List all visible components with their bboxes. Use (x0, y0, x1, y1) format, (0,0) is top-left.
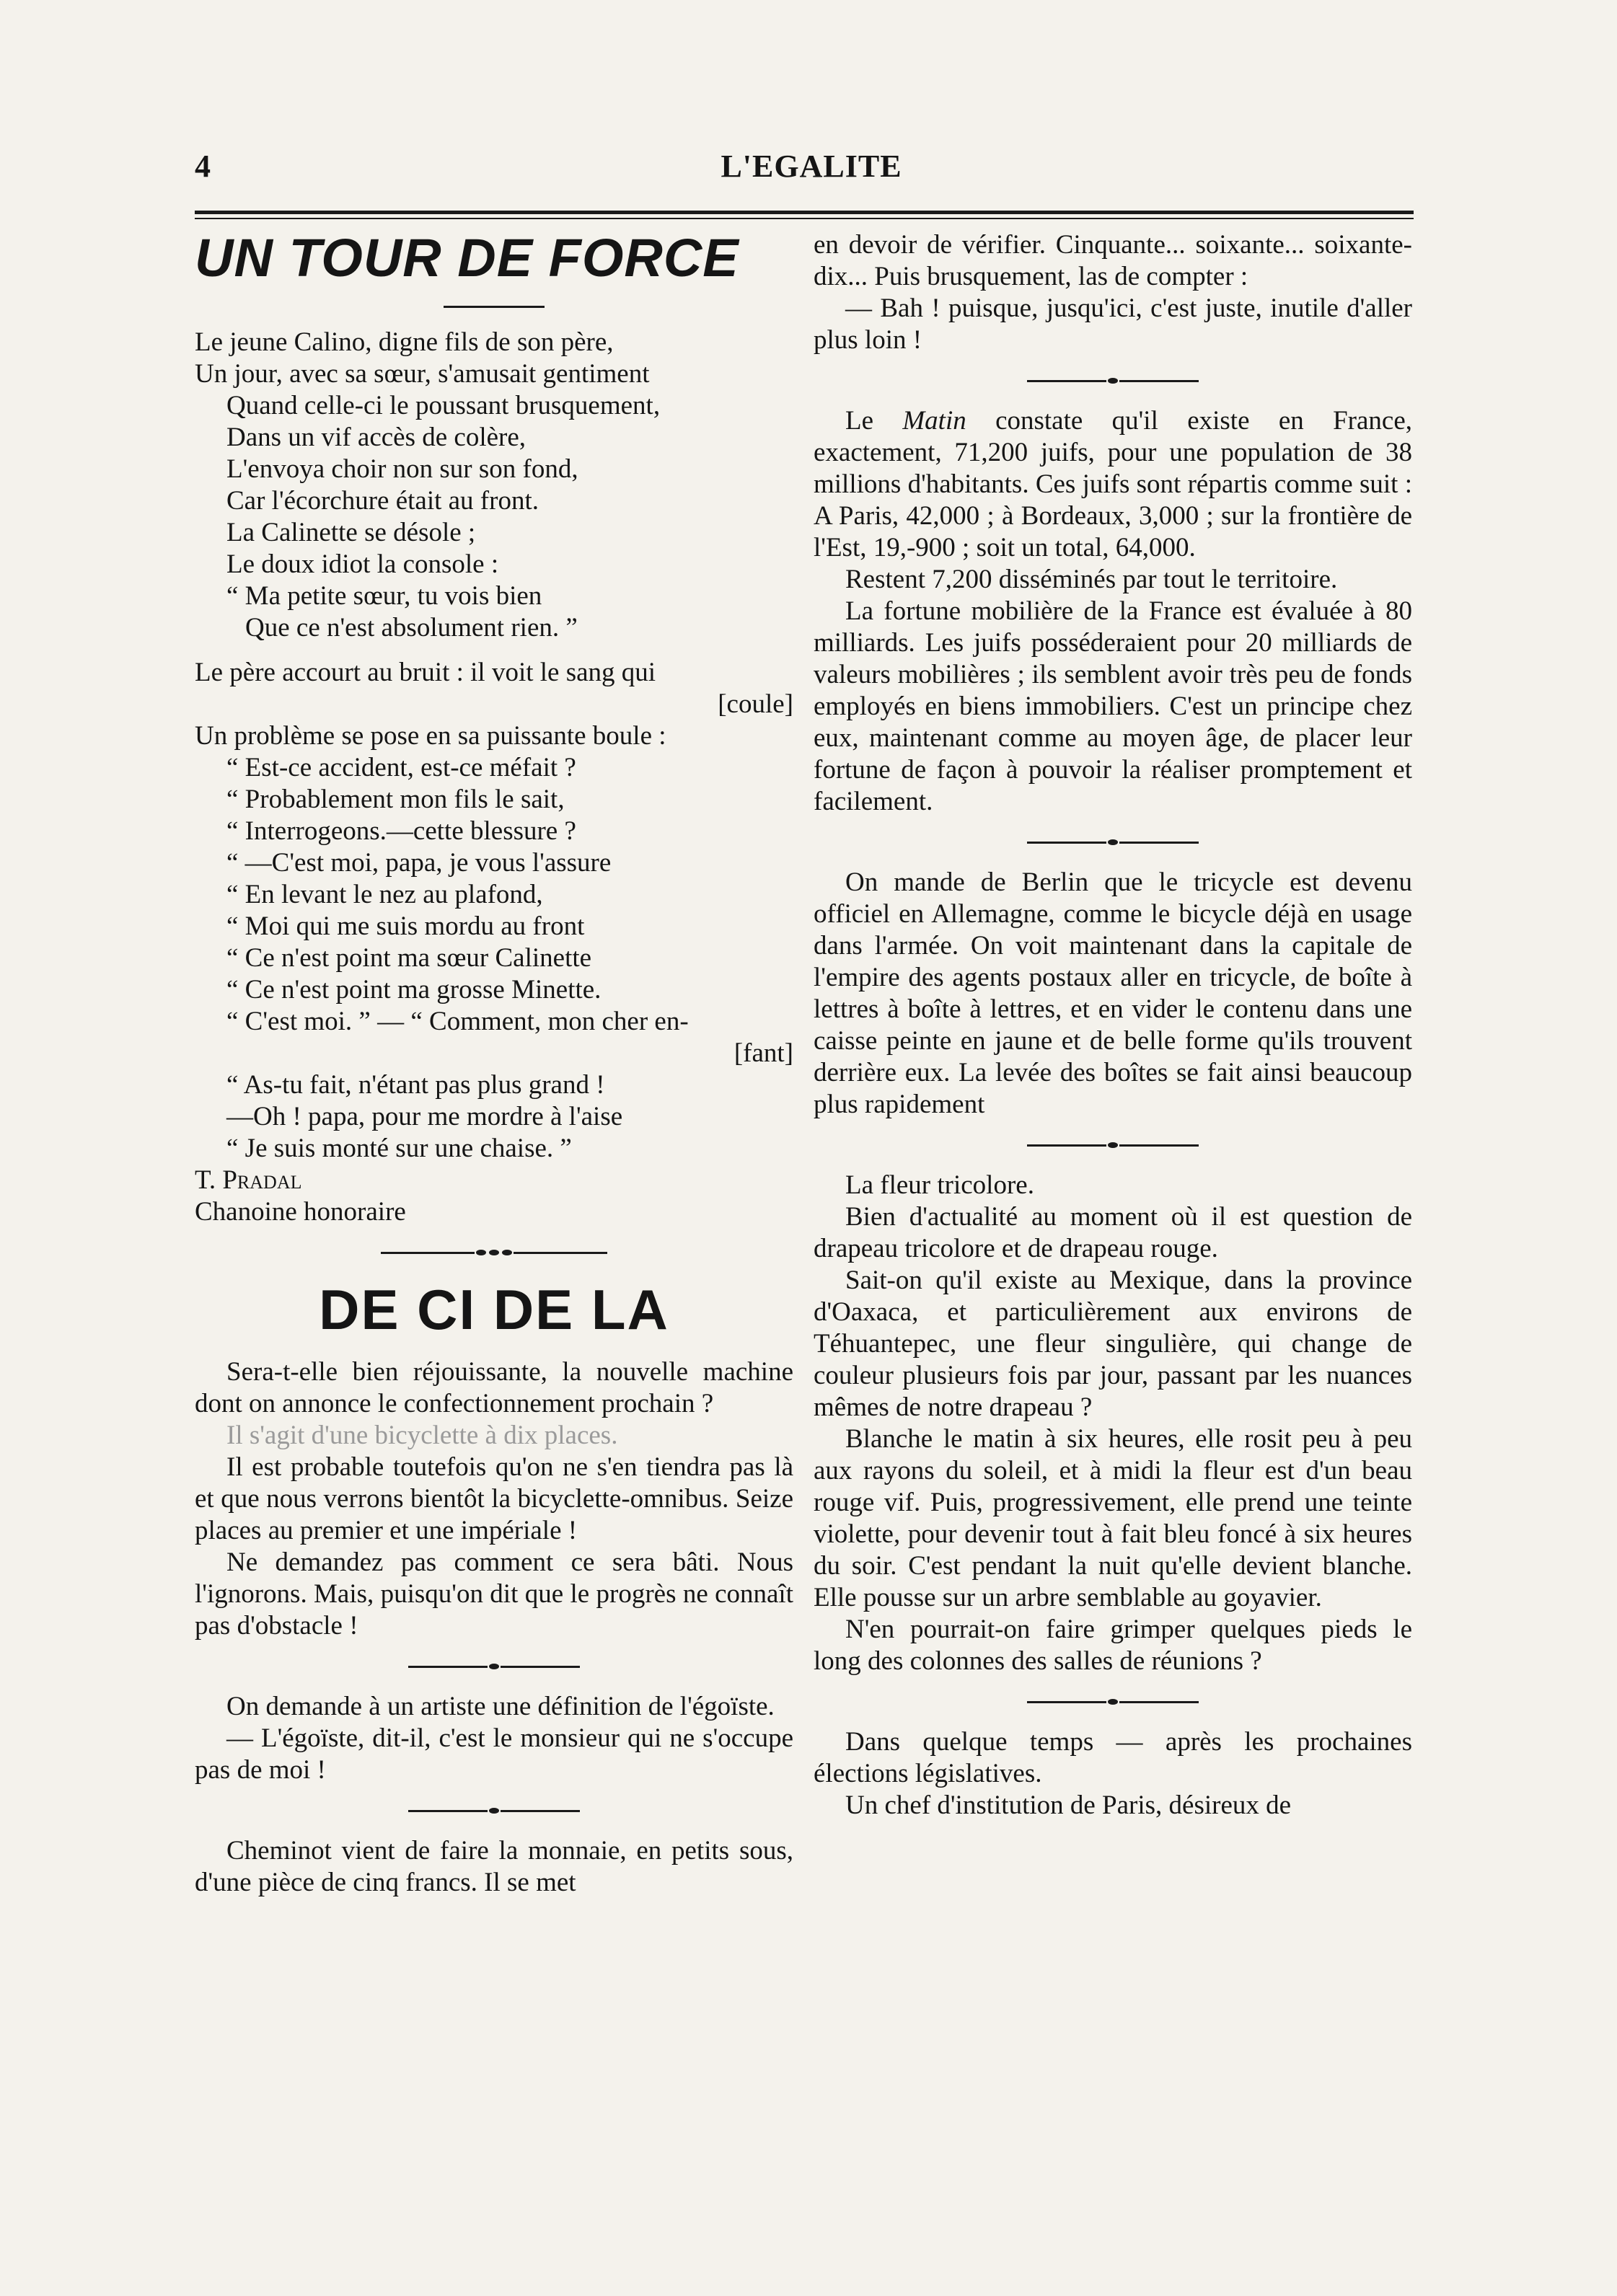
paragraph: Un chef d'institution de Paris, désireux de (845, 1791, 1292, 1820)
article-fleur-tricolore (814, 1170, 1412, 1677)
poem-signature-title: Chanoine honoraire (195, 1197, 406, 1227)
paragraph: La fleur tricolore. (845, 1170, 1034, 1200)
poem-line: “ Interrogeons.—cette blessure ? (226, 816, 576, 846)
poem-line: “ C'est moi. ” — “ Comment, mon cher en- (226, 1007, 689, 1036)
article-bicyclette (195, 1356, 793, 1642)
poem-line-tail: [coule] (718, 689, 793, 719)
poem-line: “ As-tu fait, n'étant pas plus grand ! (226, 1070, 605, 1100)
poem-line: “ —C'est moi, papa, je vous l'assure (226, 848, 612, 878)
paragraph: La fortune mobilière de la France est évaluée à 80 milliards. Les juifs posséderaient pour 20 milliards de valeurs mobilières ; ils semblent avoir très peu de fonds employés en biens immobiliers. C'est un principe chez eux, maintenant comme au moyen âge, de placer leur fortune de façon à pouvoir la réaliser promptement et facilement. (814, 596, 1412, 816)
article-divider (814, 1142, 1412, 1148)
article-divider (814, 1699, 1412, 1705)
journal-title: L'EGALITE (721, 149, 902, 184)
paragraph: N'en pourrait-on faire grimper quelques pieds le long des colonnes des salles de réunions ? (814, 1615, 1412, 1676)
article-elections (814, 1726, 1412, 1822)
poem-line: “ Moi qui me suis mordu au front (226, 911, 585, 941)
poem-line: Un jour, avec sa sœur, s'amusait gentiment (195, 359, 650, 389)
poem-line: —Oh ! papa, pour me mordre à l'aise (226, 1102, 623, 1131)
paragraph: Sera-t-elle bien réjouissante, la nouvelle machine dont on annonce le confectionnement prochain ? (195, 1357, 793, 1418)
poem-line: Que ce n'est absolument rien. ” (245, 613, 578, 643)
article-divider (814, 378, 1412, 384)
left-column (195, 229, 793, 1899)
paragraph: Ne demandez pas comment ce sera bâti. Nous l'ignorons. Mais, puisqu'on dit que le progrès ne connaît pas d'obstacle ! (195, 1547, 793, 1641)
poem-line: “ Je suis monté sur une chaise. ” (226, 1134, 572, 1163)
poem (195, 327, 793, 1228)
paragraph: Il s'agit d'une bicyclette à dix places. (226, 1421, 618, 1450)
poem-line: L'envoya choir non sur son fond, (226, 454, 578, 484)
newspaper-name: Matin (902, 406, 966, 436)
paragraph: Restent 7,200 disséminés par tout le territoire. (845, 565, 1338, 594)
page-number: 4 (195, 149, 211, 184)
right-column (814, 229, 1412, 1822)
poem-line: Le père accourt au bruit : il voit le sang qui (195, 658, 656, 687)
paragraph: — Bah ! puisque, jusqu'ici, c'est juste, inutile d'aller plus loin ! (814, 293, 1412, 355)
poem-line: Dans un vif accès de colère, (226, 423, 526, 452)
article-egoiste (195, 1691, 793, 1786)
paragraph: Dans quelque temps — après les prochaines élections législatives. (814, 1727, 1412, 1788)
paragraph: On demande à un artiste une définition de l'égoïste. (226, 1692, 775, 1721)
headline-de-ci-de-la: DE CI DE LA (319, 1278, 669, 1341)
poem-line: Quand celle-ci le poussant brusquement, (226, 391, 661, 420)
poem-line: “ Ce n'est point ma grosse Minette. (226, 975, 602, 1004)
paragraph: Cheminot vient de faire la monnaie, en petits sous, d'une pièce de cinq francs. Il se met (195, 1836, 793, 1897)
article-divider (195, 1664, 793, 1669)
title-rule (444, 306, 545, 308)
article-cheminot (195, 1835, 793, 1899)
poem-line-tail: [fant] (733, 1038, 793, 1068)
poem-line: Car l'écorchure était au front. (226, 486, 539, 516)
poem-line: “ Ce n'est point ma sœur Calinette (226, 943, 592, 973)
poem-line: “ Est-ce accident, est-ce méfait ? (226, 753, 576, 782)
header-rule (195, 211, 1414, 214)
paragraph: Bien d'actualité au moment où il est question de drapeau tricolore et de drapeau rouge. (814, 1202, 1412, 1263)
poem-line: Le jeune Calino, digne fils de son père, (195, 327, 614, 357)
article-berlin (814, 867, 1412, 1121)
poem-line: La Calinette se désole ; (226, 518, 476, 547)
paragraph: Sait-on qu'il existe au Mexique, dans la province d'Oaxaca, et particulièrement aux environs de Téhuantepec, une fleur singulière, qui change de couleur plusieurs fois par jour, passant par les nuances mêmes de notre drapeau ? (814, 1266, 1412, 1422)
section-divider (195, 1250, 793, 1255)
article-divider (814, 839, 1412, 845)
paragraph: en devoir de vérifier. Cinquante... soixante... soixante-dix... Puis brusquement, las de compter : (814, 230, 1412, 291)
headline-un-tour-de-force: UN TOUR DE FORCE (195, 228, 739, 288)
paragraph: Il est probable toutefois qu'on ne s'en tiendra pas là et que nous verrons bientôt la bicyclette-omnibus. Seize places au premier et une impériale ! (195, 1452, 793, 1545)
article-divider (195, 1808, 793, 1814)
header-rule-thin (195, 218, 1414, 219)
poem-line: “ Ma petite sœur, tu vois bien (226, 581, 542, 611)
poem-line: “ En levant le nez au plafond, (226, 880, 543, 909)
article-matin (814, 405, 1412, 818)
paragraph: Le Matin constate qu'il existe en France, exactement, 71,200 juifs, pour une population de 38 millions d'habitants. Ces juifs sont répartis comme suit : A Paris, 42,000 ; à Bordeaux, 3,000 ; sur la frontière de l'Est, 19,-900 ; soit un total, 64,000. (814, 406, 1412, 562)
article-cheminot-continued (814, 229, 1412, 356)
poem-line: Un problème se pose en sa puissante boule : (195, 721, 666, 751)
poem-signature: T. Pradal (195, 1165, 302, 1195)
paragraph: On mande de Berlin que le tricycle est devenu officiel en Allemagne, comme le bicycle déjà en usage dans l'armée. On voit maintenant dans la capitale de l'empire des agents postaux aller en tricycle, de boîte à lettres à boîte à lettres, et en vider le contenu dans une caisse peinte en jaune et de belle forme qu'ils trouvent derrière eux. La levée des boîtes se fait ainsi beaucoup plus rapidement (814, 867, 1412, 1119)
poem-line: Le doux idiot la console : (226, 549, 499, 579)
paragraph: Blanche le matin à six heures, elle rosit peu à peu aux rayons du soleil, et à midi la fleur est d'un beau rouge vif. Puis, progressivement, elle prend une teinte violette, pour devenir tout à fait bleu foncé à six heures du soir. C'est pendant la nuit qu'elle devient blanche. Elle pousse sur un arbre semblable au goyavier. (814, 1424, 1412, 1612)
poem-line: “ Probablement mon fils le sait, (226, 785, 565, 814)
paragraph: — L'égoïste, dit-il, c'est le monsieur qui ne s'occupe pas de moi ! (195, 1723, 793, 1785)
